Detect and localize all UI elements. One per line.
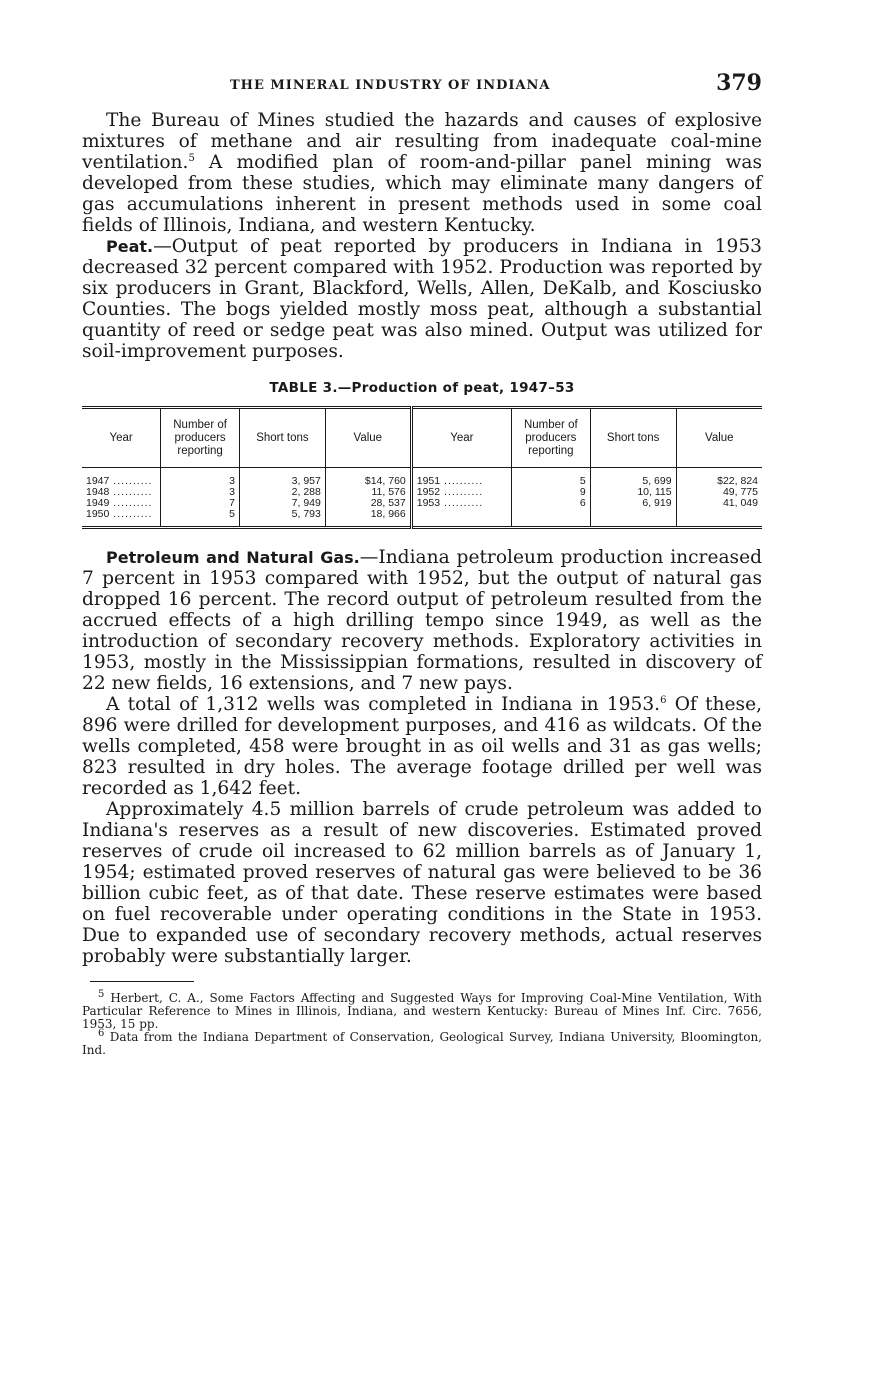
paragraph-wells [82,694,762,799]
running-head [82,66,762,100]
footnote-mark-5: 5 [98,989,105,1000]
wells-text: A total of 1,312 wells was completed in Indiana in 1953. [106,694,661,715]
document-page [82,66,762,1057]
col-header-producers: Number of producers reporting [161,408,240,468]
row-producers: 3 [161,468,240,488]
footnote-6-text: Data from the Indiana Department of Conservation, Geological Survey, Indiana University, Bloomington, Ind. [82,1030,762,1057]
row-producers: 5 [511,468,590,488]
petroleum-heading: Petroleum and Natural Gas. [106,548,360,567]
row-producers: 7 [161,498,240,509]
running-title: THE MINERAL INDUSTRY OF INDIANA [230,78,551,93]
peat-heading: Peat. [106,237,154,256]
table-header-row [82,408,762,468]
peat-text: —Output of peat reported by producers in Indiana in 1953 decreased 32 percent compared with 1952. Production was reported by six producers in Grant, Blackford, Wells, Allen, DeKalb, and Kosciusko Counties. The bogs yielded mostly moss peat, although a substantial quantity of reed or sedge peat was also mined. Output was utilized for soil-improvement purposes. [82,236,762,362]
peat-production-table [82,406,762,529]
row-producers: 6 [511,498,590,509]
col-header-year: Year [82,408,161,468]
row-year: 1948 ..... [86,486,152,498]
row-tons: 6, 919 [590,498,676,509]
col-header-short-tons: Short tons [239,408,325,468]
empty-cell [590,509,676,528]
row-year: 1951 ..... [417,475,483,487]
empty-cell [676,509,762,528]
table-row [82,468,762,488]
row-value: 18, 966 [325,509,411,528]
table-row [82,498,762,509]
ventilation-text-cont: A modified plan of room-and-pillar panel mining was developed from these studies, which may eliminate many dangers of gas accumulations inherent in present methods used in some coal fields of Illinois, Indiana, and western Kentucky. [82,152,762,236]
col-header-value-2: Value [676,408,762,468]
row-tons: 10, 115 [590,487,676,498]
row-value: $22, 824 [676,468,762,488]
row-year: 1953 ..... [417,497,483,509]
row-value: 28, 537 [325,498,411,509]
wells-text-cont: Of these, 896 were drilled for development purposes, and 416 as wildcats. Of the wells completed, 458 were brought in as oil wells and 31 as gas wells; 823 resulted in dry holes. The average footage drilled per well was recorded as 1,642 feet. [82,694,762,799]
empty-cell [411,509,511,528]
petroleum-text: —Indiana petroleum production increased 7 percent in 1953 compared with 1952, but the output of natural gas dropped 16 percent. The record output of petroleum resulted from the accrued effects of a high drilling tempo since 1949, as well as the introduction of secondary recovery methods. Exploratory activities in 1953, mostly in the Mississippian formations, resulted in discovery of 22 new fields, 16 extensions, and 7 new pays. [82,547,762,694]
paragraph-reserves [82,799,762,967]
row-tons: 2, 288 [239,487,325,498]
row-tons: 7, 949 [239,498,325,509]
col-header-short-tons-2: Short tons [590,408,676,468]
footnote-ref-6[interactable]: 6 [660,694,667,706]
row-value: 49, 775 [676,487,762,498]
table-title: TABLE 3.—Production of peat, 1947–53 [269,380,575,396]
footnote-ref-5[interactable]: 5 [188,152,195,164]
paragraph-ventilation [82,110,762,236]
footnote-mark-6: 6 [98,1028,105,1039]
row-value: $14, 760 [325,468,411,488]
row-producers: 3 [161,487,240,498]
paragraph-peat [82,236,762,362]
row-year: 1949 ..... [86,497,152,509]
footnote-6 [82,1028,762,1057]
footnote-5-text: Herbert, C. A., Some Factors Affecting and Suggested Ways for Improving Coal-Mine Ventilation, With Particular Reference to Mines in Illinois, Indiana, and western Kentucky: Bureau of Mines Inf. Circ. 7656, 1953, 15 pp. [82,991,762,1031]
reserves-text: Approximately 4.5 million barrels of crude petroleum was added to Indiana's reserves as a result of new discoveries. Estimated proved reserves of crude oil increased to 62 million barrels as of January 1, 1954; estimated proved reserves of natural gas were believed to be 36 billion cubic feet, as of that date. These reserve estimates were based on fuel recoverable under operating conditions in the State in 1953. Due to expanded use of secondary recovery methods, actual reserves probably were substantially larger. [82,799,762,967]
row-year: 1950 ..... [86,508,152,520]
footnote-divider [90,981,194,982]
row-value: 41, 049 [676,498,762,509]
footnote-5 [82,989,762,1031]
empty-cell [511,509,590,528]
row-tons: 3, 957 [239,468,325,488]
page-number: 379 [716,70,762,96]
row-producers: 5 [161,509,240,528]
row-tons: 5, 699 [590,468,676,488]
row-value: 11, 576 [325,487,411,498]
table-row [82,509,762,528]
col-header-year-2: Year [411,408,511,468]
col-header-producers-2: Number of producers reporting [511,408,590,468]
col-header-value: Value [325,408,411,468]
paragraph-petroleum [82,547,762,694]
ventilation-text: The Bureau of Mines studied the hazards and causes of explosive mixtures of methane and air resulting from inadequate coal-mine ventilation. [82,110,762,173]
row-tons: 5, 793 [239,509,325,528]
row-year: 1952 ..... [417,486,483,498]
row-year: 1947 ..... [86,475,152,487]
row-producers: 9 [511,487,590,498]
